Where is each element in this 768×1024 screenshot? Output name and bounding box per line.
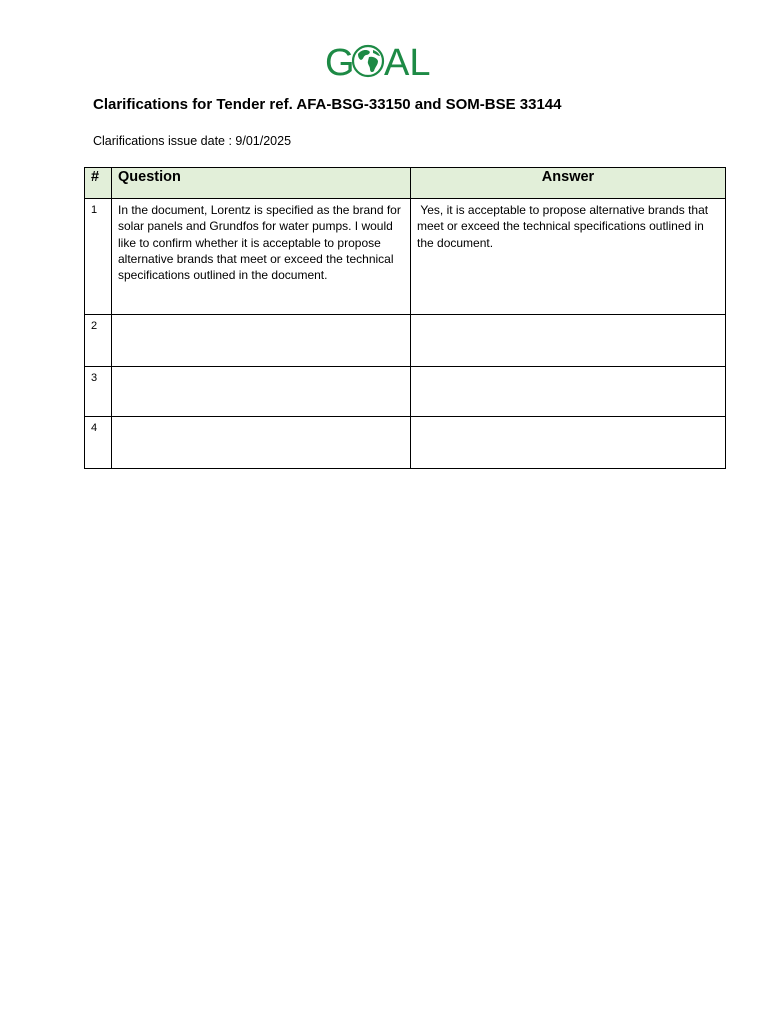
- question-cell: [112, 417, 411, 469]
- question-cell: In the document, Lorentz is specified as the brand for solar panels and Grundfos for water pumps. I would like to confirm whether it is acceptable to propose alternative brands that meet or exceed the technical specifications outlined in the document.: [112, 199, 411, 315]
- goal-logo-graphic: [325, 40, 443, 80]
- row-number: 2: [85, 315, 112, 367]
- document-title: Clarifications for Tender ref. AFA-BSG-33150 and SOM-BSE 33144: [93, 96, 562, 113]
- answer-cell: [411, 417, 726, 469]
- header-answer: Answer: [411, 168, 726, 199]
- logo-letters-al: AL: [384, 42, 431, 80]
- answer-cell: [411, 315, 726, 367]
- issue-date: Clarifications issue date : 9/01/2025: [93, 134, 292, 148]
- question-cell: [112, 315, 411, 367]
- table-row: [85, 315, 726, 367]
- table-row: [85, 367, 726, 417]
- row-number: 4: [85, 417, 112, 469]
- table-row: [85, 199, 726, 315]
- clarifications-table: [84, 167, 726, 469]
- globe-icon: [353, 46, 383, 76]
- row-number: 3: [85, 367, 112, 417]
- table-row: [85, 417, 726, 469]
- header-row: [85, 168, 726, 199]
- row-number: 1: [85, 199, 112, 315]
- answer-cell: Yes, it is acceptable to propose alternative brands that meet or exceed the technical specifications outlined in the document.: [411, 199, 726, 315]
- answer-cell: [411, 367, 726, 417]
- header-number: #: [85, 168, 112, 199]
- goal-logo: [325, 40, 443, 80]
- logo-letter-g: G: [325, 42, 355, 80]
- table-header: [85, 168, 726, 199]
- question-cell: [112, 367, 411, 417]
- header-question: Question: [112, 168, 411, 199]
- table-body: [85, 199, 726, 469]
